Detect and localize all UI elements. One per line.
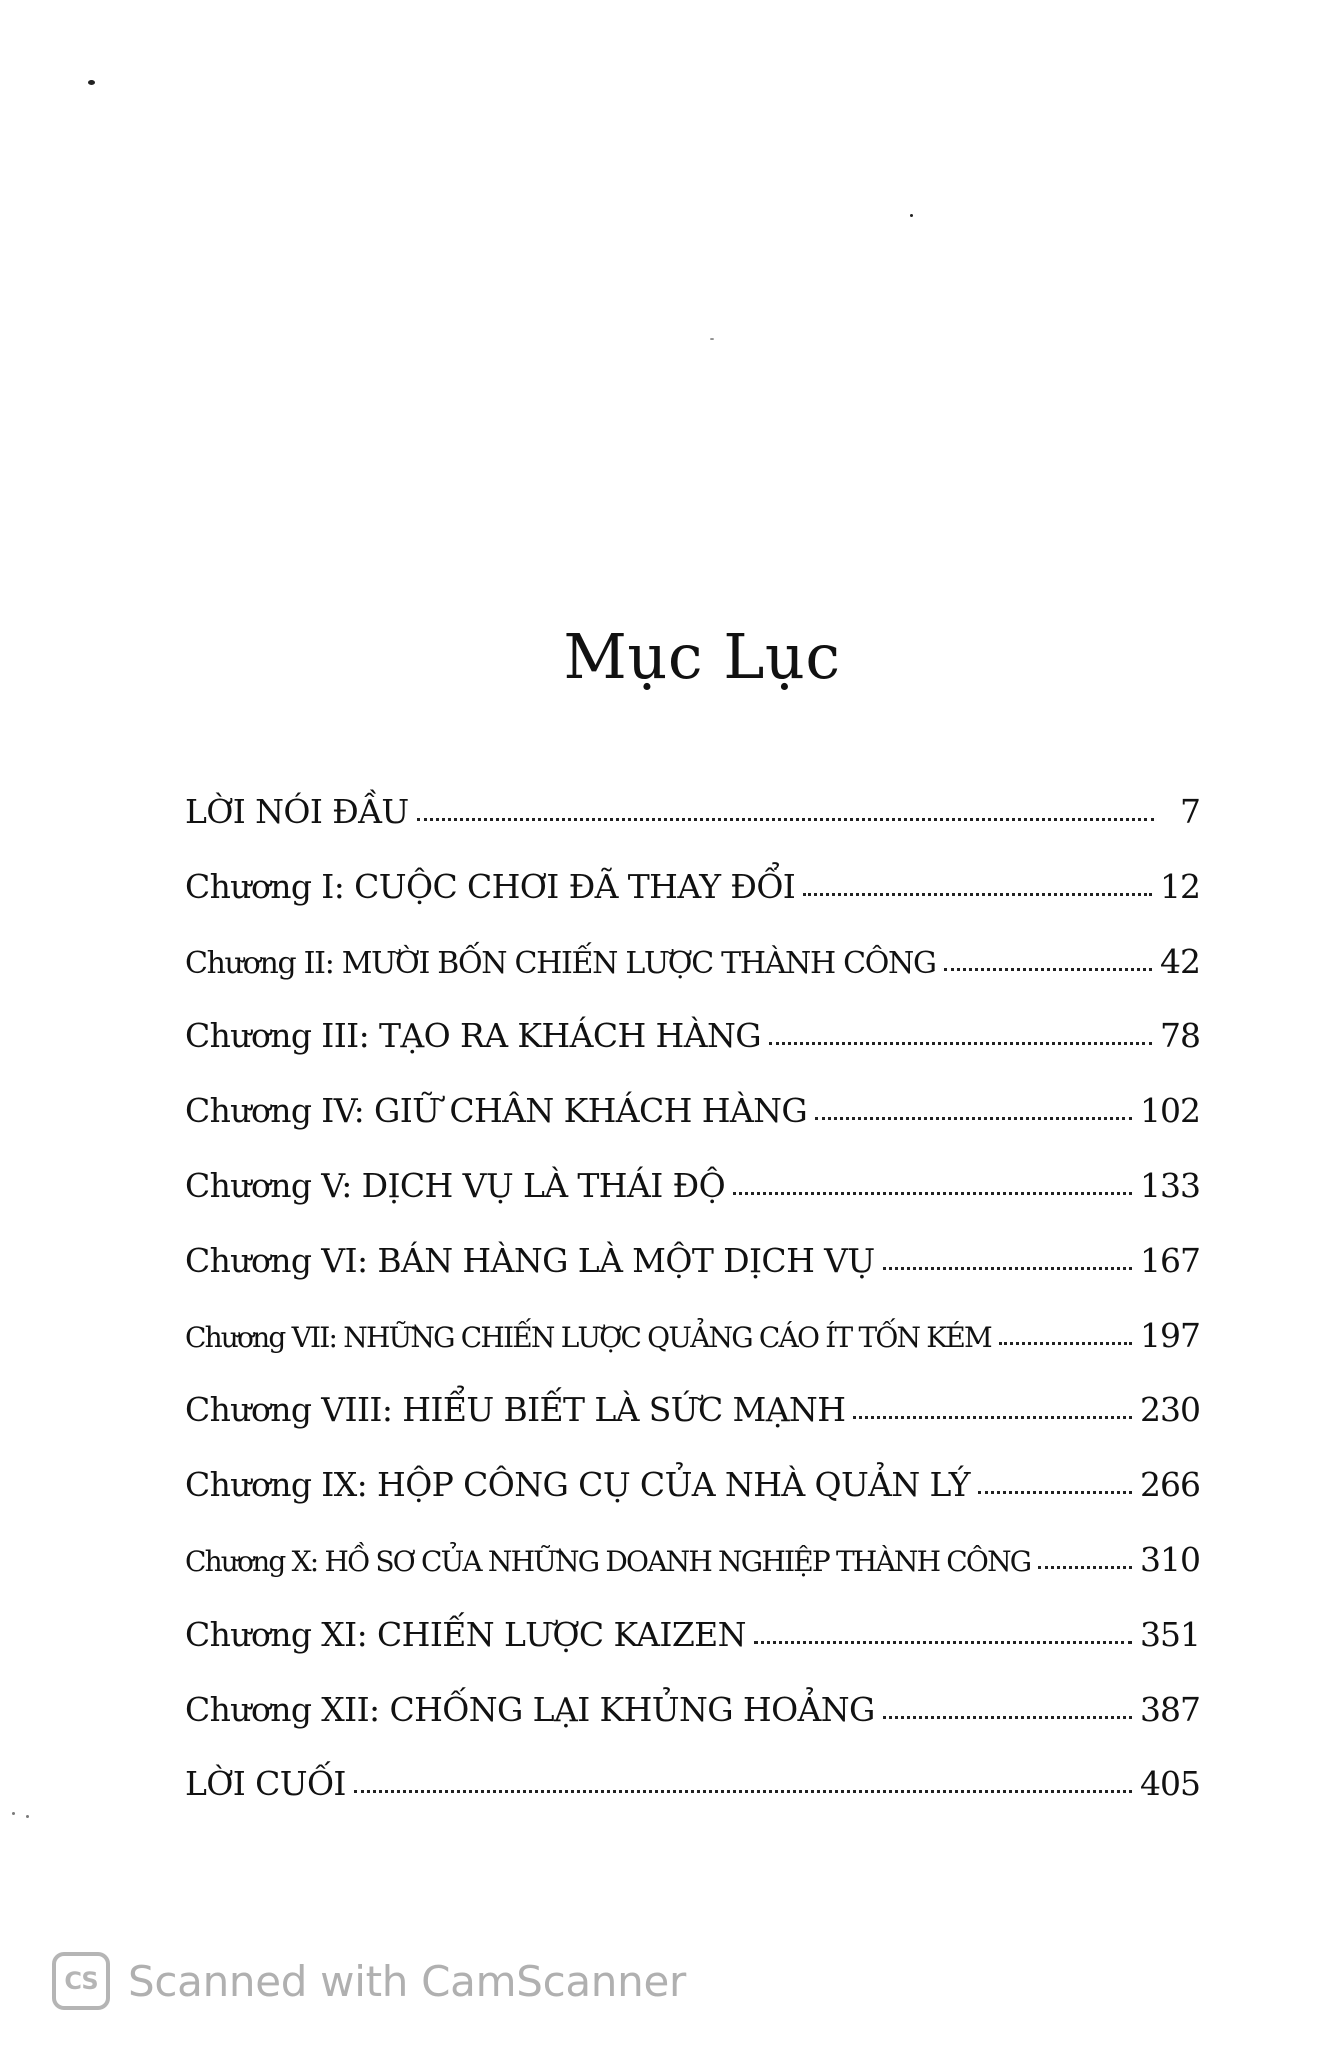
toc-entry [185,1091,1200,1169]
dot-leader [883,1267,1132,1270]
dot-leader [769,1042,1152,1045]
dot-leader [999,1342,1132,1345]
toc-entry-page: 387 [1140,1689,1200,1729]
dot-leader [944,968,1152,971]
toc-entry-label: Chương II: MƯỜI BỐN CHIẾN LƯỢC THÀNH CÔNG [185,945,936,981]
toc-entry [185,1465,1200,1543]
toc-entry [185,1614,1200,1693]
page-title: Mục Lục [563,620,841,693]
dot-leader [883,1716,1132,1719]
toc-entry-label: Chương V: DỊCH VỤ LÀ THÁI ĐỘ [185,1165,726,1205]
dot-leader [1038,1566,1132,1569]
scan-speck [12,1812,15,1815]
dot-leader [978,1491,1132,1494]
dot-leader [853,1416,1132,1419]
dot-leader [733,1192,1132,1195]
toc-entry-page: 167 [1140,1240,1200,1280]
toc-entry [185,792,1200,870]
toc-entry-label: Chương III: TẠO RA KHÁCH HÀNG [185,1016,761,1056]
toc-entry [185,1539,1200,1618]
toc-entry-label: Chương VI: BÁN HÀNG LÀ MỘT DỊCH VỤ [185,1240,875,1280]
toc-entry-page: 230 [1140,1390,1200,1430]
toc-entry [185,1764,1200,1842]
dot-leader [417,818,1154,821]
toc-entry [185,866,1200,945]
toc-entry-page: 310 [1140,1539,1200,1579]
toc-entry-label: Chương IV: GIỮ CHÂN KHÁCH HÀNG [185,1091,808,1131]
toc-entry-page: 102 [1140,1091,1200,1131]
toc-entry-label: Chương IX: HỘP CÔNG CỤ CỦA NHÀ QUẢN LÝ [185,1465,970,1505]
toc-entry-page: 133 [1140,1165,1200,1205]
dot-leader [754,1641,1132,1644]
camscanner-logo-icon: CS [52,1952,110,2010]
toc-entry-page: 7 [1180,792,1200,831]
toc-entry-page: 266 [1140,1465,1200,1505]
dot-leader [354,1790,1132,1793]
toc-entry-label: Chương I: CUỘC CHƠI ĐÃ THAY ĐỔI [185,866,796,906]
scan-speck [710,338,714,340]
toc-entry-label: LỜI NÓI ĐẦU [185,792,409,831]
dot-leader [803,893,1152,896]
toc-entry [185,1240,1200,1319]
scan-speck [88,80,95,85]
toc-entry-page: 405 [1140,1764,1200,1804]
toc-entry-page: 78 [1160,1016,1200,1056]
watermark-text: Scanned with CamScanner [128,1956,686,2006]
camscanner-watermark [52,1952,686,2010]
toc-entry-label: Chương VIII: HIỂU BIẾT LÀ SỨC MẠNH [185,1390,846,1430]
toc-entry-page: 42 [1160,941,1200,981]
toc-entry [185,1016,1200,1094]
toc-entry-label: Chương XI: CHIẾN LƯỢC KAIZEN [185,1614,746,1654]
scan-speck [910,214,913,217]
toc-entry-page: 351 [1140,1614,1200,1654]
toc-entry-page: 197 [1140,1315,1200,1355]
toc-entry-label: Chương X: HỒ SƠ CỦA NHỮNG DOANH NGHIỆP THÀNH CÔNG [185,1544,1031,1578]
toc-entry-page: 12 [1160,866,1200,906]
table-of-contents [185,792,1200,1842]
toc-entry-label: Chương VII: NHỮNG CHIẾN LƯỢC QUẢNG CÁO ÍT TỐN KÉM [185,1320,991,1354]
toc-entry [185,941,1200,1020]
dot-leader [815,1117,1132,1120]
scan-speck [26,1815,29,1818]
toc-entry [185,1689,1200,1768]
toc-entry-label: Chương XII: CHỐNG LẠI KHỦNG HOẢNG [185,1689,875,1729]
toc-entry-label: LỜI CUỐI [185,1764,346,1804]
toc-entry [185,1315,1200,1394]
toc-entry [185,1165,1200,1244]
toc-entry [185,1390,1200,1468]
